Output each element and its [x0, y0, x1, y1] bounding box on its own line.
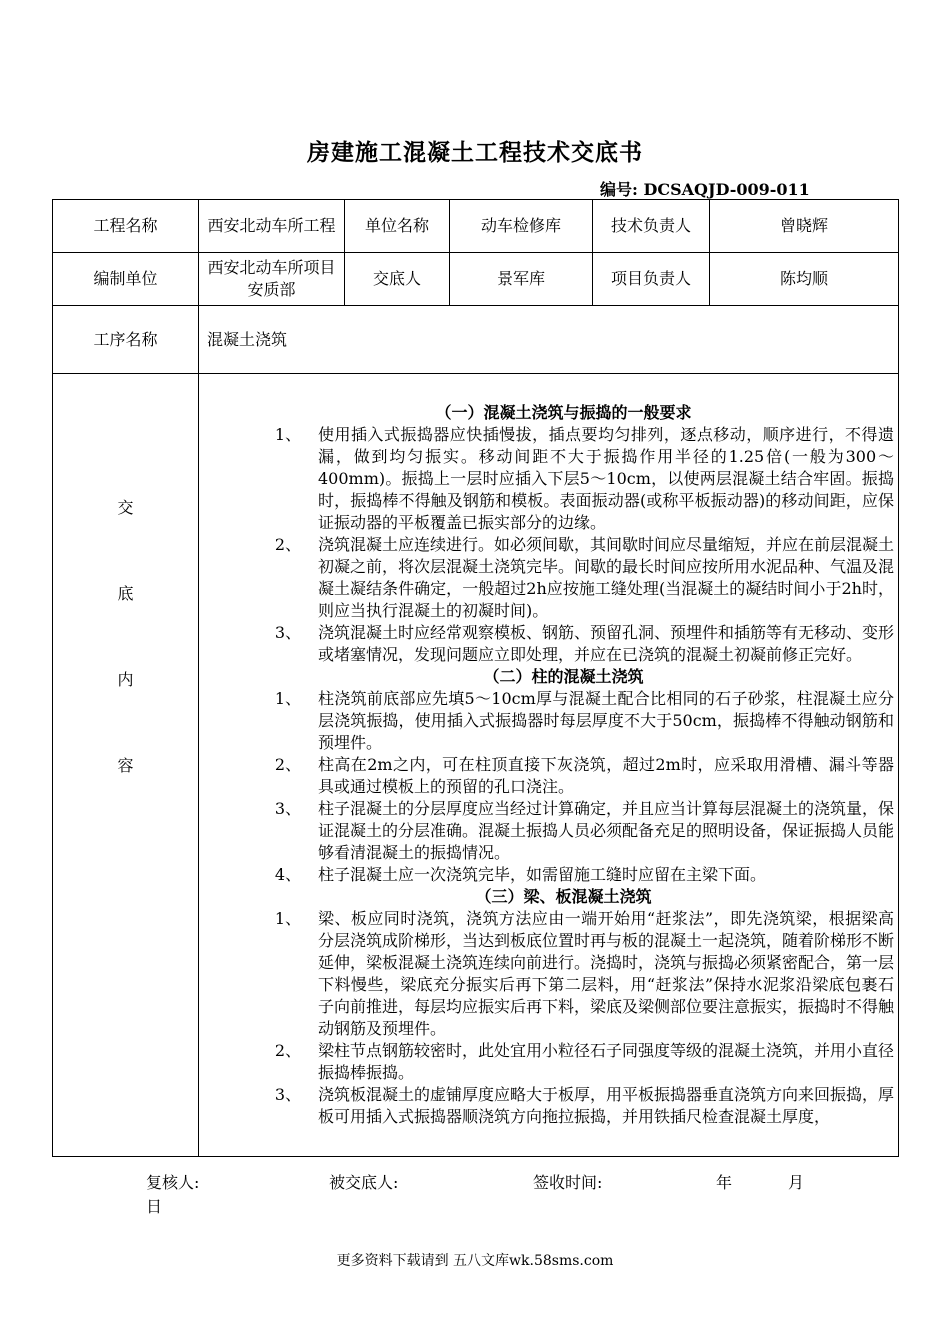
value-process-name: 混凝土浇筑	[199, 306, 899, 374]
list-item	[203, 798, 894, 864]
receiver-label: 被交底人:	[329, 1173, 399, 1192]
label-tech-lead: 技术负责人	[593, 200, 710, 253]
label-char: 内	[117, 669, 134, 689]
item-number: 3、	[274, 799, 302, 818]
table-row	[53, 200, 899, 253]
document-title: 房建施工混凝土工程技术交底书	[307, 139, 643, 166]
content-label-vertical	[53, 252, 198, 1279]
document-code: 编号: DCSAQJD-009-011	[600, 180, 810, 199]
value-unit-name: 动车检修库	[450, 200, 593, 253]
year-label: 年	[716, 1173, 733, 1192]
label-project-lead: 项目负责人	[593, 253, 710, 306]
table-row	[53, 374, 899, 1157]
disclosure-table	[52, 199, 899, 1157]
label-compiler: 编制单位	[53, 253, 199, 306]
signature-footer	[146, 1170, 846, 1214]
item-text: 使用插入式振捣器应快插慢拔，插点要均匀排列，逐点移动，顺序进行，不得遗漏，做到均匀振实。移动间距不大于振捣作用半径的1.25倍(一般为300～400mm)。振捣上一层时应插入下层5～10cm，以使两层混凝土结合牢固。振捣时，振捣棒不得触及钢筋和模板。表面振动器(或称平板振动器)的移动间距，应保证振动器的平板覆盖已振实部分的边缘。	[318, 425, 894, 532]
item-text: 梁柱节点钢筋较密时，此处宜用小粒径石子同强度等级的混凝土浇筑，并用小直径振捣棒振捣。	[318, 1041, 895, 1082]
item-text: 浇筑混凝土应连续进行。如必须间歇，其间歇时间应尽量缩短，并应在前层混凝土初凝之前，将次层混凝土浇筑完毕。间歇的最长时间应按所用水泥品种、气温及混凝土凝结条件确定，一般超过2h应按施工缝处理(当混凝土的凝结时间小于2h时，则应当执行混凝土的初凝时间)。	[318, 535, 895, 620]
value-project-lead: 陈均顺	[710, 253, 899, 306]
item-text: 柱子混凝土应一次浇筑完毕，如需留施工缝时应留在主梁下面。	[318, 865, 767, 884]
download-footer: 更多资料下载请到 五八文库wk.58sms.com	[336, 1253, 614, 1269]
item-number: 3、	[274, 623, 302, 642]
item-number: 1、	[274, 909, 302, 928]
item-number: 1、	[274, 425, 302, 444]
value-project-name: 西安北动车所工程	[199, 200, 345, 253]
signtime-label: 签收时间:	[533, 1173, 603, 1192]
list-item	[203, 1084, 894, 1128]
list-item	[203, 622, 894, 666]
list-item	[203, 864, 894, 886]
item-number: 2、	[274, 1041, 302, 1060]
section-heading: （一）混凝土浇筑与振捣的一般要求	[435, 403, 692, 422]
label-process-name: 工序名称	[53, 306, 199, 374]
label-unit-name: 单位名称	[345, 200, 450, 253]
label-char: 交	[117, 497, 134, 517]
month-label: 月	[788, 1173, 805, 1192]
list-item	[203, 688, 894, 754]
reviewer-label: 复核人:	[146, 1173, 200, 1192]
value-discloser: 景军库	[450, 253, 593, 306]
item-number: 2、	[274, 535, 302, 554]
section-heading: （二）柱的混凝土浇筑	[483, 667, 644, 686]
content-body	[199, 374, 899, 1157]
list-item	[203, 424, 894, 534]
item-text: 浇筑板混凝土的虚铺厚度应略大于板厚，用平板振捣器垂直浇筑方向来回振捣，厚板可用插入式振捣器顺浇筑方向拖拉振捣，并用铁插尺检查混凝土厚度，	[318, 1085, 895, 1126]
label-char: 容	[117, 755, 134, 775]
item-number: 1、	[274, 689, 302, 708]
section-heading: （三）梁、板混凝土浇筑	[475, 887, 652, 906]
label-char: 底	[117, 583, 134, 603]
list-item	[203, 1040, 894, 1084]
content-label	[53, 374, 199, 1157]
label-discloser: 交底人	[345, 253, 450, 306]
item-text: 柱高在2m之内，可在柱顶直接下灰浇筑，超过2m时，应采取用滑槽、漏斗等器具或通过模板上的预留的孔口浇注。	[318, 755, 894, 796]
value-tech-lead: 曾晓辉	[710, 200, 899, 253]
label-project-name: 工程名称	[53, 200, 199, 253]
item-text: 浇筑混凝土时应经常观察模板、钢筋、预留孔洞、预埋件和插筋等有无移动、变形或堵塞情况，发现问题应立即处理，并应在已浇筑的混凝土初凝前修正完好。	[318, 623, 895, 664]
item-text: 柱子混凝土的分层厚度应当经过计算确定，并且应当计算每层混凝土的浇筑量，保证混凝土的分层准确。混凝土振捣人员必须配备充足的照明设备，保证振捣人员能够看清混凝土的振捣情况。	[318, 799, 895, 862]
item-text: 柱浇筑前底部应先填5～10cm厚与混凝土配合比相同的石子砂浆，柱混凝土应分层浇筑振捣，使用插入式振捣器时每层厚度不大于50cm，振捣棒不得触动钢筋和预埋件。	[318, 689, 894, 752]
item-number: 4、	[274, 865, 302, 884]
list-item	[203, 908, 894, 1040]
item-number: 2、	[274, 755, 302, 774]
value-compiler: 西安北动车所项目安质部	[199, 253, 345, 306]
item-number: 3、	[274, 1085, 302, 1104]
item-text: 梁、板应同时浇筑，浇筑方法应由一端开始用“赶浆法”，即先浇筑梁，根据梁高分层浇筑成阶梯形，当达到板底位置时再与板的混凝土一起浇筑，随着阶梯形不断延伸，梁板混凝土浇筑连续向前进行。浇捣时，浇筑与振捣必须紧密配合，第一层下料慢些，梁底充分振实后再下第二层料，用“赶浆法”保持水泥浆沿梁底包裹石子向前推进，每层均应振实后再下料，梁底及梁侧部位要注意振实，振捣时不得触动钢筋及预埋件。	[318, 909, 895, 1038]
day-label: 日	[146, 1197, 163, 1216]
list-item	[203, 534, 894, 622]
list-item	[203, 754, 894, 798]
